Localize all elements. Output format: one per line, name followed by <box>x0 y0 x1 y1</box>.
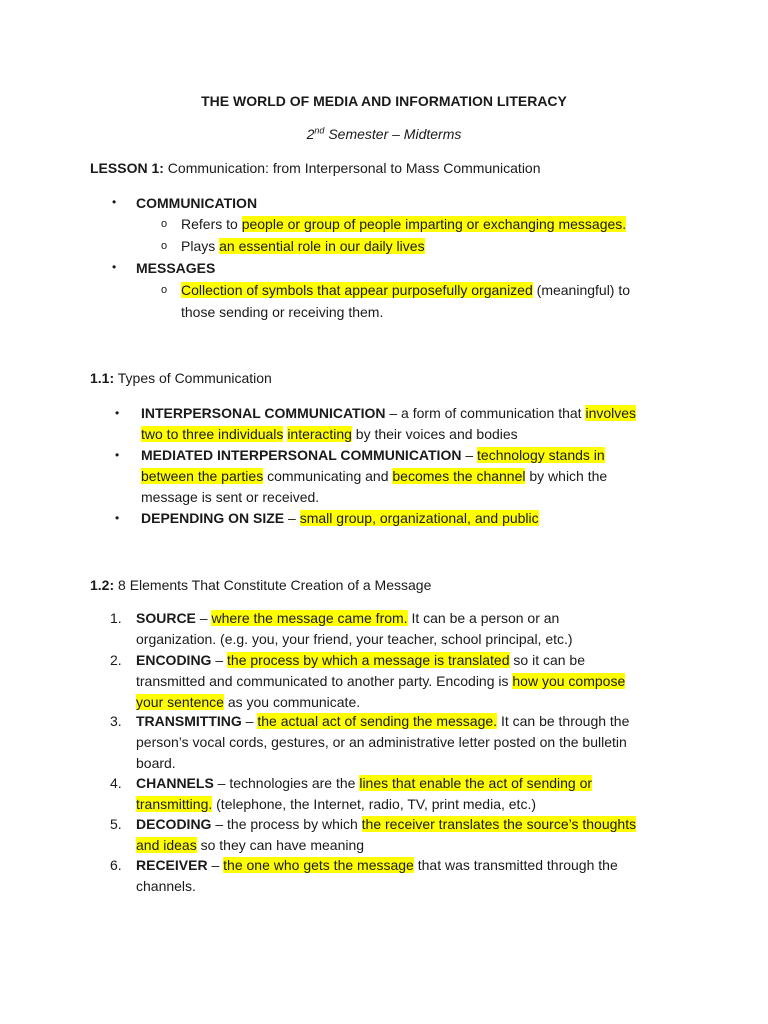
messages-item-1 <box>161 279 631 301</box>
type-bold: DEPENDING ON SIZE <box>141 510 285 526</box>
element-bold: RECEIVER <box>136 857 208 873</box>
highlighted-text: the actual act of sending the message. <box>257 713 498 729</box>
element-text: – technologies are the <box>213 775 360 791</box>
element-text: – <box>211 652 228 668</box>
type-text: – <box>284 510 300 526</box>
bullet-icon: • <box>115 406 120 420</box>
element-text: (telephone, the Internet, radio, TV, print media, etc.) <box>212 796 536 812</box>
element-text: – <box>241 713 258 729</box>
element-text: – <box>207 857 224 873</box>
highlighted-text: involves <box>585 405 637 421</box>
element-text: so they can have meaning <box>196 837 365 853</box>
type-interpersonal <box>115 403 686 445</box>
highlighted-text: between the parties <box>141 468 264 484</box>
highlighted-text: technology stands in <box>477 447 605 463</box>
highlighted-text: an essential role in our daily lives <box>219 238 425 254</box>
communication-item-2 <box>161 235 425 257</box>
highlighted-text: becomes the channel <box>392 468 526 484</box>
sub-bullet-icon: o <box>161 218 168 230</box>
item-text: (meaningful) to <box>532 282 631 298</box>
type-text: by which the <box>525 468 608 484</box>
element-text: person’s vocal cords, gestures, or an administrative letter posted on the bulletin <box>136 734 627 750</box>
document-title: THE WORLD OF MEDIA AND INFORMATION LITERACY <box>201 93 567 109</box>
section-text: 8 Elements That Constitute Creation of a Message <box>114 577 432 593</box>
element-bold: SOURCE <box>136 610 196 626</box>
element-receiver <box>110 855 696 897</box>
bullet-icon: • <box>112 195 117 209</box>
highlighted-text: interacting <box>287 426 352 442</box>
highlighted-text: lines that enable the act of sending or <box>359 775 593 791</box>
highlighted-text: the process by which a message is translated <box>227 652 510 668</box>
sub-bullet-icon: o <box>161 240 168 252</box>
highlighted-text: your sentence <box>136 694 224 710</box>
list-number: 2. <box>110 652 122 668</box>
highlighted-text: two to three individuals <box>141 426 284 442</box>
type-size <box>115 508 539 529</box>
section-text: Types of Communication <box>114 370 272 386</box>
list-number: 6. <box>110 857 122 873</box>
element-bold: DECODING <box>136 816 212 832</box>
lesson-heading <box>90 160 541 176</box>
highlighted-text: how you compose <box>512 673 626 689</box>
section-label: 1.1: <box>90 370 115 386</box>
type-text: by their voices and bodies <box>351 426 518 442</box>
communication-item-1 <box>161 213 627 235</box>
element-channels <box>110 773 696 815</box>
element-text: channels. <box>136 878 196 894</box>
messages-heading: MESSAGES <box>136 260 216 276</box>
item-text: Refers to <box>181 216 242 232</box>
list-number: 3. <box>110 713 122 729</box>
list-number: 4. <box>110 775 122 791</box>
highlighted-text: the one who gets the message <box>223 857 414 873</box>
document-subtitle <box>0 126 768 142</box>
type-mediated <box>115 445 686 508</box>
bullet-icon: • <box>115 448 120 462</box>
section-elements-heading <box>90 577 431 593</box>
subtitle-text: Semester – Midterms <box>324 126 462 142</box>
element-text: organization. (e.g. you, your friend, your teacher, school principal, etc.) <box>136 631 573 647</box>
element-text: that was transmitted through the <box>413 857 618 873</box>
section-label: 1.2: <box>90 577 115 593</box>
communication-heading: COMMUNICATION <box>136 195 258 211</box>
bullet-icon: • <box>115 511 120 525</box>
section-types-heading <box>90 370 272 386</box>
element-transmitting <box>110 711 696 774</box>
element-text: It can be a person or an <box>407 610 560 626</box>
item-text: Plays <box>181 238 220 254</box>
subtitle-number: 2 <box>306 126 315 142</box>
highlighted-text: where the message came from. <box>211 610 408 626</box>
subtitle-superscript: nd <box>314 125 325 136</box>
type-text: – a form of communication that <box>385 405 586 421</box>
bullet-icon: • <box>112 260 117 274</box>
highlighted-text: and ideas <box>136 837 197 853</box>
element-text: transmitted and communicated to another party. Encoding is <box>136 673 513 689</box>
lesson-label: LESSON 1: <box>90 160 164 176</box>
highlighted-text: small group, organizational, and public <box>299 510 539 526</box>
element-source <box>110 608 696 650</box>
sub-bullet-icon: o <box>161 284 168 296</box>
type-text: message is sent or received. <box>141 489 320 505</box>
highlighted-text: the receiver translates the source’s thoughts <box>361 816 637 832</box>
element-text: – the process by which <box>211 816 362 832</box>
highlighted-text: transmitting. <box>136 796 213 812</box>
type-bold: MEDIATED INTERPERSONAL COMMUNICATION <box>141 447 462 463</box>
messages-item-1-line2: those sending or receiving them. <box>181 304 384 320</box>
element-bold: CHANNELS <box>136 775 214 791</box>
highlighted-text: people or group of people imparting or exchanging messages. <box>241 216 627 232</box>
type-text: communicating and <box>263 468 393 484</box>
element-text: as you communicate. <box>223 694 361 710</box>
type-bold: INTERPERSONAL COMMUNICATION <box>141 405 386 421</box>
list-number: 5. <box>110 816 122 832</box>
bullet-communication <box>112 195 258 211</box>
element-text: so it can be <box>509 652 586 668</box>
element-encoding <box>110 650 696 713</box>
type-text: – <box>461 447 478 463</box>
element-bold: TRANSMITTING <box>136 713 242 729</box>
list-number: 1. <box>110 610 122 626</box>
element-text: It can be through the <box>497 713 630 729</box>
lesson-text: Communication: from Interpersonal to Mass Communication <box>163 160 541 176</box>
element-text: – <box>195 610 212 626</box>
element-text: board. <box>136 755 176 771</box>
element-bold: ENCODING <box>136 652 212 668</box>
highlighted-text: Collection of symbols that appear purposefully organized <box>181 282 533 298</box>
bullet-messages <box>112 260 216 276</box>
element-decoding <box>110 814 696 856</box>
